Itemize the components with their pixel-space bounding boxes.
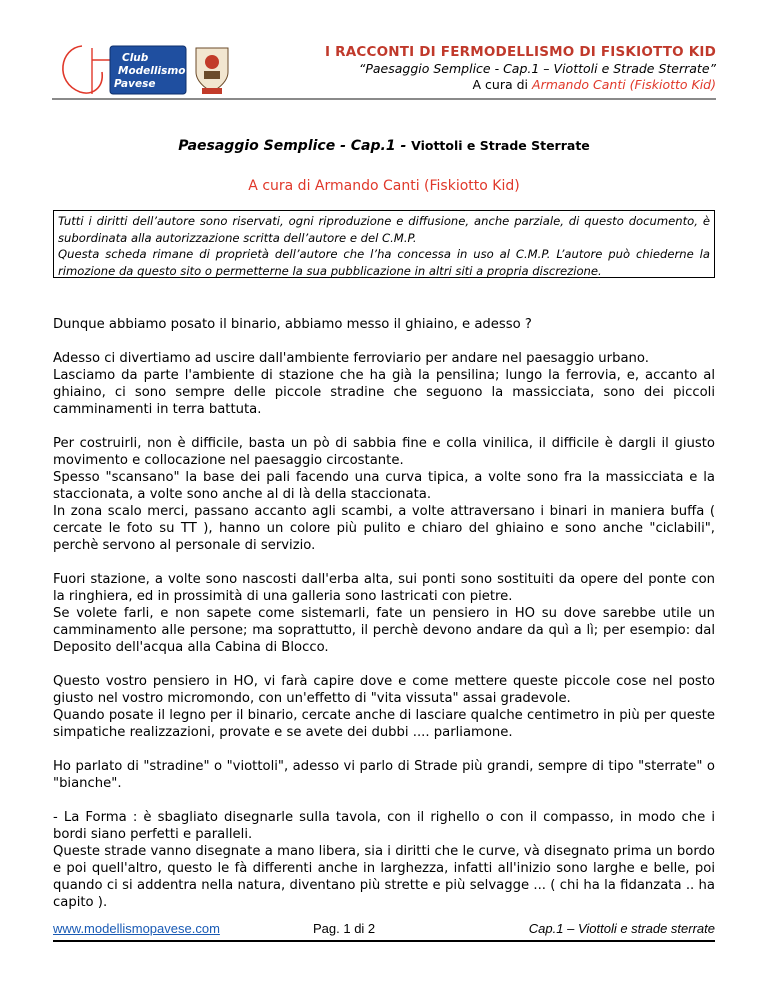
paragraph (53, 809, 715, 911)
paragraph-line: Dunque abbiamo posato il binario, abbiamo messo il ghiaino, e adesso ? (53, 317, 532, 332)
page-header (52, 42, 716, 100)
document-title-italic: Paesaggio Semplice - Cap.1 - (178, 138, 412, 154)
copyright-notice (53, 210, 715, 278)
logo-text-line-1: Club (122, 52, 149, 64)
copyright-line-2: Questa scheda rimane di proprietà dell’autore che l’ha concessa in uso al C.M.P. L’autore può chiederne la rimozione da questo sito o permetterne la sua pubblicazione in altri siti a propria discrezione. (58, 247, 710, 278)
paragraph (53, 673, 715, 741)
paragraph-line: Queste strade vanno disegnate a mano libera, sia i diritti che le curve, và disegnato prima un bordo e poi quell'altro, questo le fà differenti anche in larghezza, infatti all'inizio sono larghe e belle, poi quando ci si addentra nella natura, diventano più strette e più selvagge ... ( chi ha la fidanzata .. ha capito ). (53, 844, 715, 910)
paragraph-line: Spesso "scansano" la base dei pali facendo una curva tipica, a volte sono fra la massicciata e la staccionata, a volte sono anche al di là della staccionata. (53, 470, 715, 502)
paragraph-line: Fuori stazione, a volte sono nascosti dall'erba alta, sui ponti sono sostituiti da opere del ponte con la ringhiera, ed in prossimità di una galleria sono lastricati con pietre. (53, 572, 715, 604)
page-number: Pag. 1 di 2 (313, 921, 376, 936)
document-title-bold: Viottoli e Strade Sterrate (411, 138, 590, 153)
website-link[interactable]: www.modellismopavese.com (53, 921, 220, 936)
paragraph (53, 350, 715, 418)
logo-text-line-3: Pavese (114, 78, 156, 90)
document-author: A cura di Armando Canti (Fiskiotto Kid) (248, 178, 520, 194)
club-logo (52, 42, 252, 98)
paragraph-line: In zona scalo merci, passano accanto agli scambi, a volte attraversano i binari in maniera buffa ( cercate le foto su TT ), hanno un colore più pulito e chiaro del ghiaino e sono anche "ciclabili", perchè servono al personale di servizio. (53, 504, 715, 553)
copyright-line-1: Tutti i diritti dell’autore sono riservati, ogni riproduzione e diffusione, anche parziale, di questo documento, è subordinata alla autorizzazione scritta dell’autore e del C.M.P. (58, 214, 710, 245)
paragraph-line: Ho parlato di "stradine" o "viottoli", adesso vi parlo di Strade più grandi, sempre di tipo "sterrate" o "bianche". (53, 759, 715, 791)
paragraph-line: - La Forma : è sbagliato disegnarle sulla tavola, con il righello o con il compasso, in modo che i bordi siano perfetti e paralleli. (53, 810, 715, 842)
header-title: I RACCONTI DI FERMODELLISMO DI FISKIOTTO KID (324, 44, 716, 60)
paragraph-line: Se volete farli, e non sapete come sistemarli, fate un pensiero in HO su dove sarebbe utile un camminamento alle persone; ma soprattutto, il perchè devono andare da quì a lì; per esempio: dal Deposito dell'acqua alla Cabina di Blocco. (53, 606, 715, 655)
page-footer (53, 918, 715, 942)
paragraph-line: Lasciamo da parte l'ambiente di stazione che ha già la pensilina; lungo la ferrovia, e, accanto al ghiaino, ci sono sempre delle piccole stradine che seguono la massicciata, sono dei piccoli camminamenti in terra battuta. (53, 368, 715, 417)
paragraph (53, 571, 715, 656)
paragraph-line: Questo vostro pensiero in HO, vi farà capire dove e come mettere queste piccole cose nel posto giusto nel vostro micromondo, con un'effetto di "vita vissuta" assai gradevole. (53, 674, 715, 706)
document-title (0, 138, 768, 154)
paragraph-line: Adesso ci divertiamo ad uscire dall'ambiente ferroviario per andare nel paesaggio urbano. (53, 351, 649, 366)
paragraph (53, 435, 715, 554)
paragraph-line: Per costruirli, non è difficile, basta un pò di sabbia fine e colla vinilica, il difficile è dargli il giusto movimento e collocazione nel paesaggio circostante. (53, 436, 715, 468)
header-author-prefix: A cura di (472, 77, 533, 92)
paragraph (53, 316, 715, 333)
paragraph-line: Quando posate il legno per il binario, cercate anche di lasciare qualche centimetro in più per queste simpatiche realizzazioni, provate e se avete dei dubbi .... parliamone. (53, 708, 715, 740)
logo-text-line-2: Modellismo (118, 65, 186, 77)
crest-icon (196, 48, 228, 94)
header-author-name: Armando Canti (Fiskiotto Kid) (532, 77, 716, 92)
article-body (53, 316, 715, 928)
header-author-line (276, 77, 716, 93)
paragraph (53, 758, 715, 792)
chapter-label: Cap.1 – Viottoli e strade sterrate (528, 921, 715, 936)
header-subtitle: “Paesaggio Semplice - Cap.1 – Viottoli e Strade Sterrate” (358, 61, 716, 76)
